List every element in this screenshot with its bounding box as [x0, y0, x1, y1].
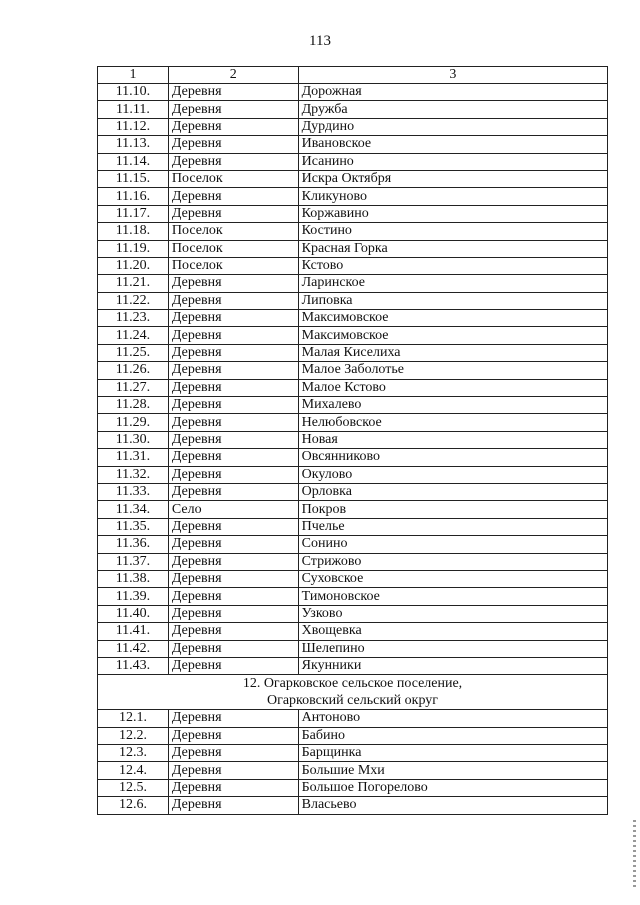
row-number-cell: 12.6. — [98, 797, 169, 814]
settlement-type-cell: Деревня — [168, 101, 298, 118]
row-number-cell: 12.1. — [98, 710, 169, 727]
settlement-name-cell: Дурдино — [298, 118, 607, 135]
table-row — [98, 397, 608, 414]
settlement-name-cell: Якунники — [298, 657, 607, 674]
row-number-cell: 11.18. — [98, 223, 169, 240]
settlement-name-cell: Костино — [298, 223, 607, 240]
row-number-cell: 11.12. — [98, 118, 169, 135]
settlement-type-cell: Деревня — [168, 310, 298, 327]
scan-edge-mark — [633, 820, 636, 890]
table-row — [98, 483, 608, 500]
table-row — [98, 223, 608, 240]
settlement-type-cell: Деревня — [168, 84, 298, 101]
settlement-name-cell: Дорожная — [298, 84, 607, 101]
settlement-name-cell: Сонино — [298, 536, 607, 553]
row-number-cell: 11.19. — [98, 240, 169, 257]
settlement-name-cell: Окулово — [298, 466, 607, 483]
settlement-type-cell: Деревня — [168, 449, 298, 466]
row-number-cell: 11.23. — [98, 310, 169, 327]
settlement-name-cell: Власьево — [298, 797, 607, 814]
table-row — [98, 379, 608, 396]
settlement-type-cell: Деревня — [168, 344, 298, 361]
settlement-type-cell: Деревня — [168, 292, 298, 309]
table-row — [98, 257, 608, 274]
section-heading-line-2: Огарковский сельский округ — [266, 693, 438, 709]
settlement-name-cell: Михалево — [298, 397, 607, 414]
settlement-type-cell: Поселок — [168, 240, 298, 257]
settlement-type-cell: Деревня — [168, 379, 298, 396]
table-row — [98, 240, 608, 257]
table-row — [98, 518, 608, 535]
table-row — [98, 84, 608, 101]
settlement-name-cell: Шелепино — [298, 640, 607, 657]
settlement-type-cell: Деревня — [168, 745, 298, 762]
table-row — [98, 605, 608, 622]
table-row — [98, 292, 608, 309]
settlement-name-cell: Исанино — [298, 153, 607, 170]
table-row — [98, 553, 608, 570]
row-number-cell: 11.13. — [98, 136, 169, 153]
settlement-name-cell: Узково — [298, 605, 607, 622]
settlement-type-cell: Деревня — [168, 327, 298, 344]
settlement-type-cell: Поселок — [168, 170, 298, 187]
table-row — [98, 640, 608, 657]
settlement-type-cell: Деревня — [168, 727, 298, 744]
row-number-cell: 11.39. — [98, 588, 169, 605]
row-number-cell: 11.37. — [98, 553, 169, 570]
settlement-type-cell: Деревня — [168, 153, 298, 170]
settlement-type-cell: Деревня — [168, 466, 298, 483]
table-row — [98, 710, 608, 727]
settlement-name-cell: Овсянниково — [298, 449, 607, 466]
settlement-type-cell: Деревня — [168, 657, 298, 674]
table-row — [98, 362, 608, 379]
header-col-3: 3 — [298, 67, 607, 84]
settlement-name-cell: Дружба — [298, 101, 607, 118]
settlement-type-cell: Деревня — [168, 483, 298, 500]
settlement-type-cell: Деревня — [168, 362, 298, 379]
settlement-name-cell: Тимоновское — [298, 588, 607, 605]
row-number-cell: 11.34. — [98, 501, 169, 518]
settlement-type-cell: Поселок — [168, 257, 298, 274]
row-number-cell: 12.4. — [98, 762, 169, 779]
settlement-type-cell: Деревня — [168, 518, 298, 535]
settlement-type-cell: Деревня — [168, 605, 298, 622]
row-number-cell: 11.32. — [98, 466, 169, 483]
table-body-section-12 — [98, 710, 608, 814]
settlement-type-cell: Деревня — [168, 188, 298, 205]
settlement-name-cell: Большое Погорелово — [298, 779, 607, 796]
settlement-name-cell: Малое Заболотье — [298, 362, 607, 379]
table-row — [98, 762, 608, 779]
row-number-cell: 11.43. — [98, 657, 169, 674]
settlement-name-cell: Пчелье — [298, 518, 607, 535]
table-row — [98, 205, 608, 222]
header-col-1: 1 — [98, 67, 169, 84]
table-row — [98, 466, 608, 483]
settlement-name-cell: Ларинское — [298, 275, 607, 292]
settlement-type-cell: Деревня — [168, 118, 298, 135]
settlement-name-cell: Искра Октября — [298, 170, 607, 187]
row-number-cell: 11.11. — [98, 101, 169, 118]
row-number-cell: 11.33. — [98, 483, 169, 500]
row-number-cell: 11.35. — [98, 518, 169, 535]
table-body-section-12-heading — [98, 675, 608, 710]
settlement-type-cell: Деревня — [168, 536, 298, 553]
table-row — [98, 570, 608, 587]
settlement-name-cell: Липовка — [298, 292, 607, 309]
settlement-name-cell: Покров — [298, 501, 607, 518]
settlement-type-cell: Деревня — [168, 779, 298, 796]
settlement-type-cell: Деревня — [168, 797, 298, 814]
settlement-type-cell: Село — [168, 501, 298, 518]
row-number-cell: 11.29. — [98, 414, 169, 431]
settlement-name-cell: Максимовское — [298, 327, 607, 344]
table-row — [98, 170, 608, 187]
table-row — [98, 727, 608, 744]
settlement-name-cell: Кстово — [298, 257, 607, 274]
section-heading-row — [98, 675, 608, 710]
settlement-type-cell: Деревня — [168, 710, 298, 727]
row-number-cell: 11.28. — [98, 397, 169, 414]
row-number-cell: 12.3. — [98, 745, 169, 762]
table-body-section-11 — [98, 84, 608, 675]
settlements-table — [97, 66, 608, 815]
table-row — [98, 779, 608, 796]
row-number-cell: 11.38. — [98, 570, 169, 587]
table-row — [98, 536, 608, 553]
row-number-cell: 11.16. — [98, 188, 169, 205]
table-row — [98, 623, 608, 640]
table-row — [98, 327, 608, 344]
header-col-2: 2 — [168, 67, 298, 84]
settlement-type-cell: Деревня — [168, 588, 298, 605]
settlement-name-cell: Суховское — [298, 570, 607, 587]
settlement-name-cell: Кликуново — [298, 188, 607, 205]
row-number-cell: 11.25. — [98, 344, 169, 361]
row-number-cell: 11.31. — [98, 449, 169, 466]
settlement-name-cell: Нелюбовское — [298, 414, 607, 431]
settlement-name-cell: Малое Кстово — [298, 379, 607, 396]
table-row — [98, 136, 608, 153]
table-row — [98, 275, 608, 292]
settlement-type-cell: Деревня — [168, 570, 298, 587]
row-number-cell: 11.10. — [98, 84, 169, 101]
row-number-cell: 11.20. — [98, 257, 169, 274]
row-number-cell: 11.14. — [98, 153, 169, 170]
settlement-name-cell: Хвощевка — [298, 623, 607, 640]
row-number-cell: 11.30. — [98, 431, 169, 448]
row-number-cell: 11.42. — [98, 640, 169, 657]
row-number-cell: 11.15. — [98, 170, 169, 187]
table-row — [98, 310, 608, 327]
row-number-cell: 11.41. — [98, 623, 169, 640]
settlement-name-cell: Орловка — [298, 483, 607, 500]
table-row — [98, 588, 608, 605]
table-row — [98, 657, 608, 674]
row-number-cell: 11.24. — [98, 327, 169, 344]
section-heading-line-1: 12. Огарковское сельское поселение, — [242, 676, 463, 692]
settlement-name-cell: Коржавино — [298, 205, 607, 222]
row-number-cell: 11.21. — [98, 275, 169, 292]
settlement-name-cell: Максимовское — [298, 310, 607, 327]
settlement-type-cell: Деревня — [168, 275, 298, 292]
table-row — [98, 414, 608, 431]
settlement-type-cell: Деревня — [168, 136, 298, 153]
settlement-type-cell: Деревня — [168, 762, 298, 779]
row-number-cell: 12.5. — [98, 779, 169, 796]
settlement-name-cell: Бабино — [298, 727, 607, 744]
settlement-type-cell: Деревня — [168, 414, 298, 431]
table-row — [98, 797, 608, 814]
table-row — [98, 745, 608, 762]
row-number-cell: 11.27. — [98, 379, 169, 396]
row-number-cell: 11.36. — [98, 536, 169, 553]
table-row — [98, 118, 608, 135]
table-row — [98, 501, 608, 518]
page-number: 113 — [309, 33, 331, 49]
settlement-type-cell: Деревня — [168, 623, 298, 640]
settlement-name-cell: Стрижово — [298, 553, 607, 570]
row-number-cell: 11.26. — [98, 362, 169, 379]
settlement-type-cell: Поселок — [168, 223, 298, 240]
settlement-type-cell: Деревня — [168, 431, 298, 448]
settlement-name-cell: Барщинка — [298, 745, 607, 762]
settlement-name-cell: Большие Мхи — [298, 762, 607, 779]
settlement-name-cell: Новая — [298, 431, 607, 448]
settlement-name-cell: Антоново — [298, 710, 607, 727]
settlement-name-cell: Ивановское — [298, 136, 607, 153]
table-row — [98, 101, 608, 118]
section-heading — [98, 675, 608, 710]
table-row — [98, 188, 608, 205]
row-number-cell: 11.17. — [98, 205, 169, 222]
settlement-type-cell: Деревня — [168, 205, 298, 222]
table-row — [98, 153, 608, 170]
table-row — [98, 449, 608, 466]
settlement-name-cell: Малая Киселиха — [298, 344, 607, 361]
settlement-type-cell: Деревня — [168, 640, 298, 657]
table-row — [98, 344, 608, 361]
settlement-type-cell: Деревня — [168, 397, 298, 414]
header-row — [98, 67, 608, 84]
table-row — [98, 431, 608, 448]
row-number-cell: 11.22. — [98, 292, 169, 309]
settlement-type-cell: Деревня — [168, 553, 298, 570]
settlement-name-cell: Красная Горка — [298, 240, 607, 257]
row-number-cell: 12.2. — [98, 727, 169, 744]
row-number-cell: 11.40. — [98, 605, 169, 622]
